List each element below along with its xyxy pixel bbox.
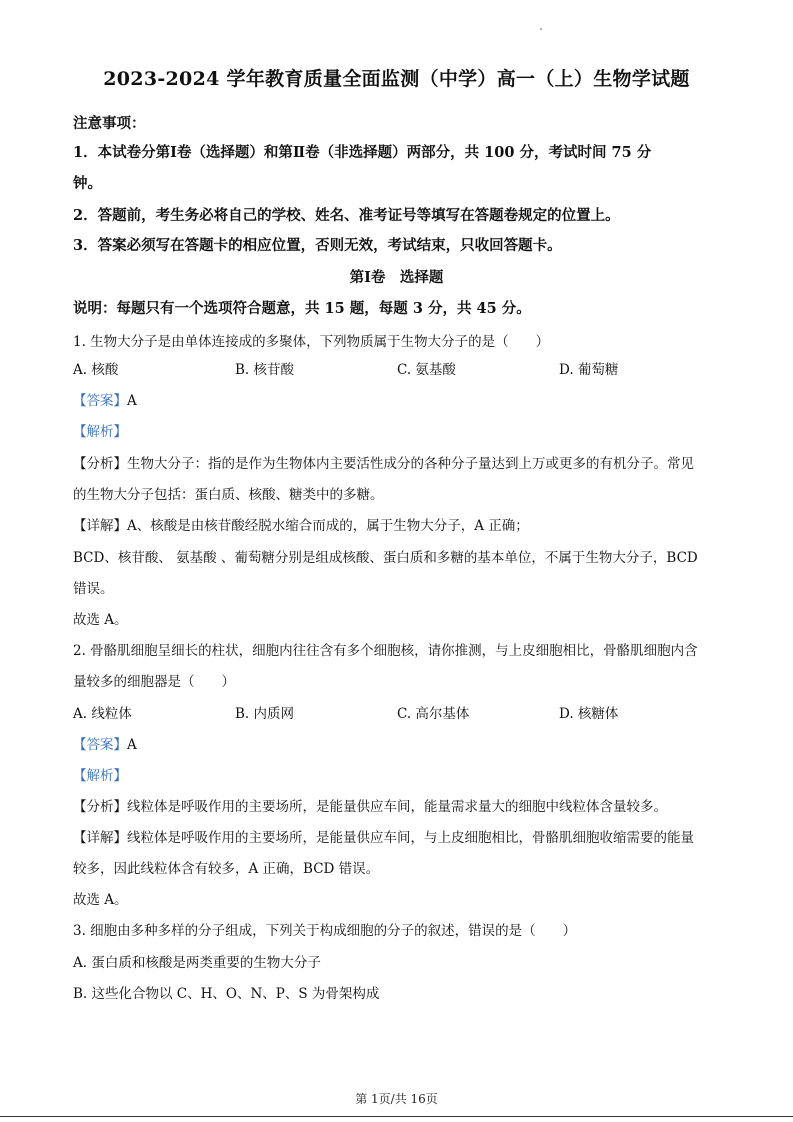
q2-fenxi-text-1: 线粒体是呼吸作用的主要场所，是能量供应车间，能量需求量大的细胞中线粒体含量较多。: [127, 799, 667, 815]
q1-option-b: B. 核苷酸: [235, 362, 295, 378]
q1-analysis-tag: 【解析】: [73, 424, 127, 440]
q2-option-a: A. 线粒体: [73, 706, 132, 722]
q2-answer-tag: 【答案】: [73, 737, 127, 753]
q2-xiangjie-text-1: 线粒体是呼吸作用的主要场所，是能量供应车间，与上皮细胞相比，骨骼肌细胞收缩需要的能量: [127, 830, 694, 846]
scan-dot: [540, 28, 542, 30]
q2-stem-line-1: 2. 骨骼肌细胞呈细长的柱状，细胞内往往含有多个细胞核，请你推测，与上皮细胞相比，骨骼肌细胞内含: [73, 643, 698, 659]
q2-xiangjie-line-1: [73, 826, 694, 846]
notice-item-1-line-2: 钟。: [73, 175, 102, 192]
q2-option-b: B. 内质网: [235, 706, 295, 722]
page-footer: 第 1页/共 16页: [355, 1092, 438, 1106]
q1-fenxi-line-1: [73, 452, 694, 472]
q3-option-b: B. 这些化合物以 C、H、O、N、P、S 为骨架构成: [73, 986, 380, 1002]
q2-analysis-tag: 【解析】: [73, 768, 127, 784]
q1-answer: [73, 389, 137, 409]
section-instruction: 说明：每题只有一个选项符合题意，共 15 题，每题 3 分，共 45 分。: [73, 300, 531, 317]
q2-option-d: D. 核糖体: [559, 706, 619, 722]
q1-answer-tag: 【答案】: [73, 393, 127, 409]
q2-fenxi-tag: 【分析】: [73, 799, 127, 815]
q1-option-a: A. 核酸: [73, 362, 119, 378]
notice-item-2: 2．答题前，考生务必将自己的学校、姓名、准考证号等填写在答题卷规定的位置上。: [73, 207, 620, 224]
section-heading: 第Ⅰ卷 选择题: [349, 269, 444, 286]
q1-conclusion: 故选 A。: [73, 612, 128, 628]
q3-stem: 3. 细胞由多种多样的分子组成，下列关于构成细胞的分子的叙述，错误的是（ ）: [73, 923, 577, 939]
q1-xiangjie-line-2: BCD、核苷酸、 氨基酸 、葡萄糖分别是组成核酸、蛋白质和多糖的基本单位，不属于生物大分子，BCD: [73, 550, 698, 566]
q2-fenxi-line-1: [73, 795, 667, 815]
bottom-rule: [0, 1116, 793, 1117]
q1-xiangjie-line-1: [73, 514, 529, 534]
q2-option-c: C. 高尔基体: [397, 706, 470, 722]
q2-xiangjie-tag: 【详解】: [73, 830, 127, 846]
q1-fenxi-tag: 【分析】: [73, 456, 127, 472]
q2-answer-value: A: [127, 737, 137, 753]
q3-option-a: A. 蛋白质和核酸是两类重要的生物大分子: [73, 955, 321, 971]
q1-fenxi-line-2: 的生物大分子包括：蛋白质、核酸、糖类中的多糖。: [73, 487, 384, 503]
page-title: 2023-2024 学年教育质量全面监测（中学）高一（上）生物学试题: [103, 68, 690, 90]
q2-conclusion: 故选 A。: [73, 892, 128, 908]
notice-heading: 注意事项：: [73, 115, 146, 132]
q1-fenxi-text-1: 生物大分子：指的是作为生物体内主要活性成分的各种分子量达到上万或更多的有机分子。常见: [127, 456, 694, 472]
q1-stem: 1. 生物大分子是由单体连接成的多聚体，下列物质属于生物大分子的是（ ）: [73, 334, 550, 350]
notice-item-3: 3．答案必须写在答题卡的相应位置，否则无效，考试结束，只收回答题卡。: [73, 237, 562, 254]
q1-xiangjie-text-1: A、核酸是由核苷酸经脱水缩合而成的，属于生物大分子，A 正确；: [127, 518, 529, 534]
q1-answer-value: A: [127, 393, 137, 409]
q1-option-d: D. 葡萄糖: [559, 362, 619, 378]
q1-xiangjie-line-3: 错误。: [73, 581, 114, 597]
q1-option-c: C. 氨基酸: [397, 362, 456, 378]
q2-xiangjie-line-2: 较多，因此线粒体含有较多，A 正确，BCD 错误。: [73, 861, 380, 877]
q1-xiangjie-tag: 【详解】: [73, 518, 127, 534]
q2-answer: [73, 733, 137, 753]
q2-stem-line-2: 量较多的细胞器是（ ）: [73, 674, 235, 690]
notice-item-1-line-1: 1．本试卷分第Ⅰ卷（选择题）和第Ⅱ卷（非选择题）两部分，共 100 分，考试时间 75 分: [73, 144, 652, 161]
